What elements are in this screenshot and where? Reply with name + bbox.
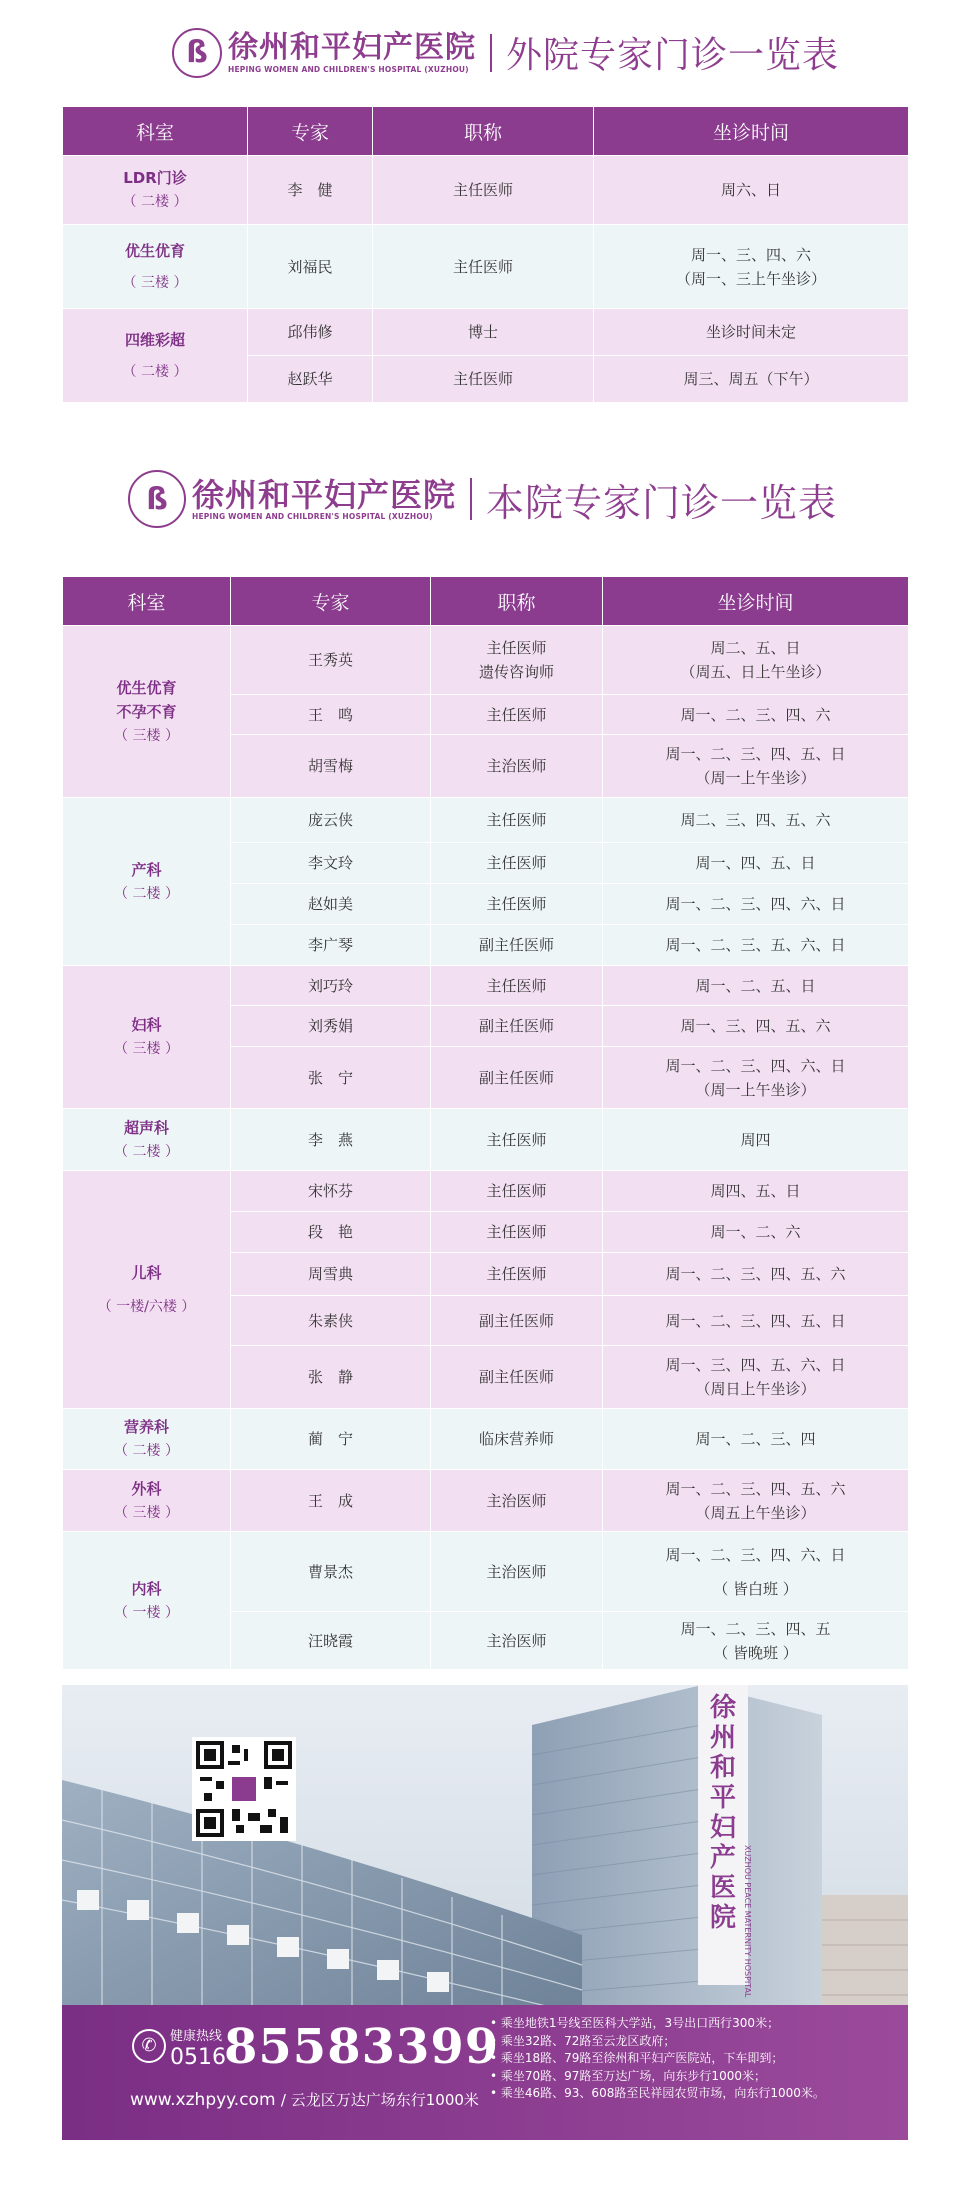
dept-cell bbox=[63, 1409, 231, 1470]
clinic-time: 周一、二、三、四、五、六 bbox=[603, 1253, 909, 1296]
time-note: （周日上午坐诊） bbox=[695, 1380, 816, 1398]
page-title: 本院专家门诊一览表 bbox=[486, 480, 838, 525]
expert-name: 刘福民 bbox=[248, 225, 373, 309]
dept-name: 营养科 bbox=[123, 1418, 169, 1436]
expert-title: 主任医师 bbox=[431, 884, 603, 925]
clinic-time bbox=[603, 1346, 909, 1409]
dept-floor: （ 二楼 ） bbox=[114, 1443, 179, 1459]
expert-name: 赵跃华 bbox=[248, 356, 373, 403]
clinic-time bbox=[603, 626, 909, 695]
clinic-time bbox=[603, 1470, 909, 1532]
hospital-name: 徐州和平妇产医院 bbox=[192, 475, 457, 514]
clinic-time: 周一、二、三、五、六、日 bbox=[603, 925, 909, 966]
expert-name: 邱伟修 bbox=[248, 309, 373, 356]
route-item: • 乘坐70路、97路至万达广场，向东步行1000米； bbox=[490, 2068, 766, 2083]
clinic-time: 周二、三、四、五、六 bbox=[603, 798, 909, 843]
expert-name: 李 健 bbox=[248, 156, 373, 225]
table-row bbox=[63, 1171, 909, 1212]
title-divider bbox=[490, 34, 492, 72]
clinic-time: 周四 bbox=[603, 1109, 909, 1171]
title-line: 主任医师 bbox=[486, 639, 547, 657]
expert-name: 李 燕 bbox=[231, 1109, 431, 1171]
dept-name: 妇科 bbox=[131, 1016, 162, 1034]
dept-name: 优生优育 bbox=[116, 678, 177, 697]
expert-name: 胡雪梅 bbox=[231, 735, 431, 798]
time-line: 周一、二、三、四、六、日 bbox=[665, 1056, 846, 1075]
hospital-logo bbox=[128, 470, 837, 528]
expert-title: 副主任医师 bbox=[431, 1346, 603, 1409]
expert-title: 主任医师 bbox=[373, 356, 594, 403]
clinic-time: 周一、四、五、日 bbox=[603, 843, 909, 884]
route-item: • 乘坐32路、72路至云龙区政府； bbox=[490, 2033, 676, 2048]
dept-name: 四维彩超 bbox=[124, 330, 185, 349]
dept-cell bbox=[63, 1171, 231, 1409]
qr-code-icon bbox=[196, 1741, 292, 1837]
dept-cell bbox=[63, 156, 248, 225]
expert-title: 副主任医师 bbox=[431, 1006, 603, 1047]
time-line: 周一、二、三、四、五、六 bbox=[665, 1479, 846, 1498]
hospital-name: 徐州和平妇产医院 bbox=[228, 30, 476, 65]
clinic-time bbox=[603, 735, 909, 798]
clinic-time: 周三、周五（下午） bbox=[594, 356, 909, 403]
col-header-expert: 专家 bbox=[231, 577, 431, 626]
col-header-dept: 科室 bbox=[63, 577, 231, 626]
clinic-time bbox=[594, 225, 909, 309]
expert-name: 刘巧玲 bbox=[231, 966, 431, 1006]
expert-name: 王 鸣 bbox=[231, 695, 431, 735]
dept-name-2: 不孕不育 bbox=[116, 702, 177, 721]
expert-title: 主任医师 bbox=[431, 1171, 603, 1212]
hotline-label: 健康热线 bbox=[170, 2029, 223, 2044]
title-line-2: 遗传咨询师 bbox=[478, 663, 554, 681]
hospital-logo bbox=[172, 27, 839, 78]
hotline-number[interactable]: 85583399 bbox=[224, 2019, 500, 2075]
expert-title: 临床营养师 bbox=[431, 1409, 603, 1470]
dept-floor: （ 一楼 ） bbox=[114, 1604, 179, 1621]
dept-name: 外科 bbox=[131, 1479, 162, 1498]
expert-name: 李文玲 bbox=[231, 843, 431, 884]
expert-title: 副主任医师 bbox=[431, 925, 603, 966]
clinic-time: 周一、二、六 bbox=[603, 1212, 909, 1253]
route-item: • 乘坐地铁1号线至医科大学站，3号出口西行300米； bbox=[490, 2016, 780, 2030]
logo-icon: ß bbox=[128, 470, 186, 528]
clinic-time: 周六、日 bbox=[594, 156, 909, 225]
expert-name: 周雪典 bbox=[231, 1253, 431, 1296]
dept-floor: （ 三楼 ） bbox=[122, 274, 188, 291]
expert-title: 主任医师 bbox=[431, 1212, 603, 1253]
expert-name: 王秀英 bbox=[231, 626, 431, 695]
table-row bbox=[63, 1532, 909, 1612]
hospital-name-en: HEPING WOMEN AND CHILDREN'S HOSPITAL (XUZHOU) bbox=[192, 511, 433, 521]
table-row bbox=[63, 1109, 909, 1171]
expert-title: 主任医师 bbox=[431, 966, 603, 1006]
dept-cell bbox=[63, 798, 231, 966]
time-note: （周一上午坐诊） bbox=[695, 1080, 816, 1099]
logo-icon: ß bbox=[172, 28, 222, 78]
expert-title: 主任医师 bbox=[373, 156, 594, 225]
table-row bbox=[63, 225, 909, 309]
time-note: （周五上午坐诊） bbox=[695, 1503, 816, 1522]
time-line: 周一、二、三、四、五 bbox=[680, 1619, 831, 1638]
address-text: / 云龙区万达广场东行1000米 bbox=[280, 2091, 479, 2109]
expert-name: 曹景杰 bbox=[231, 1532, 431, 1612]
expert-name: 赵如美 bbox=[231, 884, 431, 925]
dept-floor: （ 三楼 ） bbox=[114, 1504, 179, 1521]
qr-code[interactable] bbox=[192, 1737, 296, 1841]
contact-bar bbox=[62, 2005, 908, 2140]
expert-title: 副主任医师 bbox=[431, 1296, 603, 1346]
hospital-name-en: HEPING WOMEN AND CHILDREN'S HOSPITAL (XUZHOU) bbox=[228, 65, 469, 74]
dept-name: LDR门诊 bbox=[123, 169, 187, 187]
time-line: 周一、三、四、五、六、日 bbox=[665, 1356, 846, 1374]
table-row bbox=[63, 156, 909, 225]
clinic-time: 周一、二、三、四、六、日 bbox=[603, 884, 909, 925]
time-note: （周五、日上午坐诊） bbox=[680, 663, 831, 681]
internal-experts-table bbox=[62, 576, 909, 1670]
clinic-time bbox=[603, 1532, 909, 1612]
expert-name: 王 成 bbox=[231, 1470, 431, 1532]
expert-title bbox=[431, 626, 603, 695]
clinic-time: 周一、三、四、五、六 bbox=[603, 1006, 909, 1047]
clinic-time bbox=[603, 1612, 909, 1670]
expert-name: 刘秀娟 bbox=[231, 1006, 431, 1047]
expert-title: 主任医师 bbox=[431, 1253, 603, 1296]
page-title: 外院专家门诊一览表 bbox=[506, 35, 840, 76]
expert-title: 博士 bbox=[373, 309, 594, 356]
dept-cell bbox=[63, 1109, 231, 1171]
col-header-time: 坐诊时间 bbox=[594, 107, 909, 156]
col-header-expert: 专家 bbox=[248, 107, 373, 156]
clinic-time bbox=[603, 1047, 909, 1109]
expert-title: 副主任医师 bbox=[431, 1047, 603, 1109]
dept-floor: （ 二楼 ） bbox=[122, 363, 188, 380]
area-code: 0516 bbox=[170, 2045, 226, 2070]
building-sign-en bbox=[743, 1845, 752, 1855]
col-header-time: 坐诊时间 bbox=[603, 577, 909, 626]
expert-title: 主任医师 bbox=[431, 843, 603, 884]
title-divider bbox=[470, 478, 472, 520]
transport-routes bbox=[490, 2015, 825, 2103]
clinic-time: 周一、二、三、四、五、日 bbox=[603, 1296, 909, 1346]
building-sign: 徐州和平妇产医院 bbox=[709, 1693, 736, 1933]
table-row bbox=[63, 309, 909, 356]
website-link[interactable]: www.xzhpyy.com bbox=[130, 2090, 276, 2110]
expert-title: 主治医师 bbox=[431, 735, 603, 798]
dept-cell bbox=[63, 225, 248, 309]
dept-floor: （ 三楼 ） bbox=[114, 1041, 179, 1057]
time-line: 周二、五、日 bbox=[710, 639, 801, 657]
dept-floor: （ 二楼 ） bbox=[114, 1143, 179, 1160]
col-header-title: 职称 bbox=[373, 107, 594, 156]
dept-floor: （ 一楼/六楼 ） bbox=[97, 1298, 196, 1315]
time-note: （周一、三上午坐诊） bbox=[675, 269, 826, 288]
table-row bbox=[63, 1470, 909, 1532]
table-row bbox=[63, 626, 909, 695]
expert-name: 朱素侠 bbox=[231, 1296, 431, 1346]
time-line: 周一、三、四、六 bbox=[690, 245, 811, 264]
expert-title: 主任医师 bbox=[431, 695, 603, 735]
time-note: （ 皆晚班 ） bbox=[713, 1643, 798, 1662]
expert-name: 庞云侠 bbox=[231, 798, 431, 843]
header-internal bbox=[0, 464, 959, 536]
route-item: • 乘坐46路、93、608路至民祥园农贸市场，向东行1000米。 bbox=[490, 2086, 825, 2100]
clinic-time: 周四、五、日 bbox=[603, 1171, 909, 1212]
dept-cell bbox=[63, 1532, 231, 1670]
expert-title: 主任医师 bbox=[431, 798, 603, 843]
dept-name: 内科 bbox=[131, 1579, 162, 1598]
time-note: （ 皆白班 ） bbox=[713, 1579, 798, 1598]
time-line: 周一、二、三、四、六、日 bbox=[665, 1545, 846, 1564]
table-row bbox=[63, 1409, 909, 1470]
col-header-dept: 科室 bbox=[63, 107, 248, 156]
expert-name: 李广琴 bbox=[231, 925, 431, 966]
dept-cell bbox=[63, 309, 248, 403]
time-line: 周一、二、三、四、五、日 bbox=[665, 745, 846, 763]
phone-icon: ✆ bbox=[132, 2029, 166, 2063]
table-row bbox=[63, 798, 909, 843]
expert-name: 宋怀芬 bbox=[231, 1171, 431, 1212]
dept-floor: （ 二楼 ） bbox=[114, 885, 179, 902]
expert-title: 主任医师 bbox=[431, 1109, 603, 1171]
expert-name: 张 宁 bbox=[231, 1047, 431, 1109]
clinic-time: 周一、二、三、四 bbox=[603, 1409, 909, 1470]
expert-title: 主治医师 bbox=[431, 1470, 603, 1532]
header-external bbox=[0, 17, 959, 89]
dept-name: 儿科 bbox=[131, 1263, 162, 1282]
clinic-time: 坐诊时间未定 bbox=[594, 309, 909, 356]
time-note: （周一上午坐诊） bbox=[695, 769, 816, 787]
dept-cell bbox=[63, 626, 231, 798]
clinic-time: 周一、二、三、四、六 bbox=[603, 695, 909, 735]
dept-name: 超声科 bbox=[123, 1118, 169, 1137]
dept-floor: （ 二楼 ） bbox=[122, 194, 188, 210]
dept-name: 产科 bbox=[131, 860, 162, 879]
expert-name: 张 静 bbox=[231, 1346, 431, 1409]
expert-name: 段 艳 bbox=[231, 1212, 431, 1253]
expert-name: 汪晓霞 bbox=[231, 1612, 431, 1670]
expert-title: 主任医师 bbox=[373, 225, 594, 309]
expert-name: 蔺 宁 bbox=[231, 1409, 431, 1470]
external-experts-table bbox=[62, 106, 909, 403]
dept-name: 优生优育 bbox=[124, 241, 185, 260]
dept-cell bbox=[63, 966, 231, 1109]
dept-floor: （ 三楼 ） bbox=[114, 727, 179, 744]
dept-cell bbox=[63, 1470, 231, 1532]
expert-title: 主治医师 bbox=[431, 1612, 603, 1670]
hospital-banner bbox=[62, 1685, 908, 2140]
expert-title: 主治医师 bbox=[431, 1532, 603, 1612]
clinic-time: 周一、二、五、日 bbox=[603, 966, 909, 1006]
col-header-title: 职称 bbox=[431, 577, 603, 626]
table-row bbox=[63, 966, 909, 1006]
route-item: • 乘坐18路、79路至徐州和平妇产医院站，下车即到； bbox=[490, 2051, 784, 2065]
